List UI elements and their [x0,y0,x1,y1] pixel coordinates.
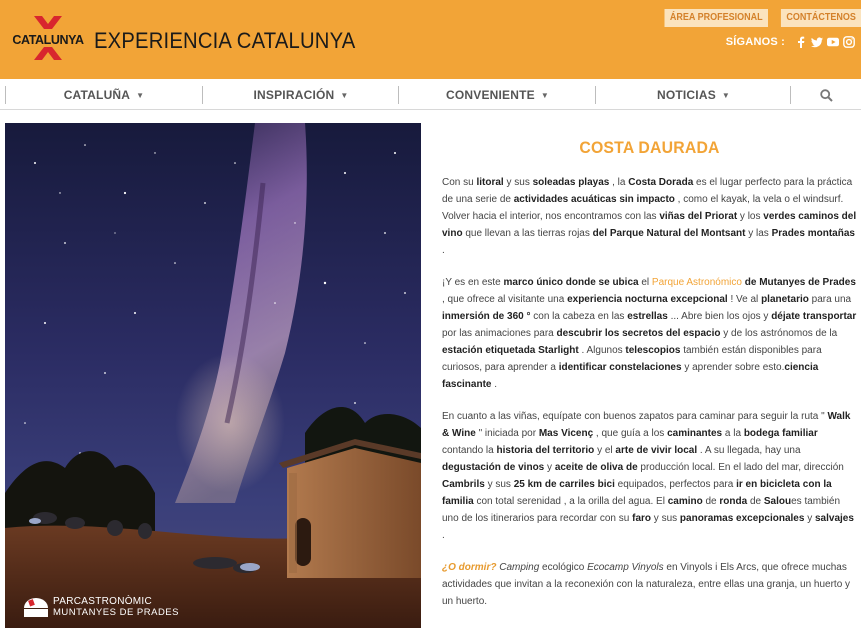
instagram-icon[interactable] [843,36,855,48]
youtube-icon[interactable] [827,36,839,48]
text-run: es el lugar perfecto para la práctica de una serie de [442,177,853,205]
text-run: inmersión de 360 ° [442,311,531,322]
search-icon [820,89,833,102]
facebook-icon[interactable] [795,36,807,48]
text-run: caminantes [667,428,723,439]
article-content [442,138,857,625]
text-run: a la [722,428,744,439]
area-profesional-link[interactable]: ÁREA PROFESIONAL [664,9,767,27]
follow-label: SÍGANOS : [725,36,785,48]
text-run: , como el kayak, la vela o el windsurf. Volver hacia el interior, nos encontramos con las [442,194,844,222]
text-run: . [491,379,498,390]
main-nav [0,83,861,110]
text-run: . [442,245,445,256]
text-run: y sus [503,177,533,188]
text-run: y las [745,228,772,239]
text-run: por las animaciones para [442,328,557,339]
text-run: salvajes [815,513,854,524]
milky-way-photo [5,123,421,628]
text-run: , que ofrece al visitante una [442,294,568,305]
article-heading: COSTA DAURADA [579,138,720,157]
nav-item-label: INSPIRACIÓN [253,88,335,102]
text-run: ! Ve al [727,294,762,305]
text-run: degustación de vinos [442,462,545,473]
text-run: panoramas excepcionales [679,513,805,524]
site-title[interactable]: EXPERIENCIA CATALUNYA [94,28,356,53]
text-run: verdes caminos del vino [442,211,857,239]
parc-astronomic-watermark [23,596,179,618]
contact-link[interactable]: CONTÁCTENOS [781,9,861,27]
text-run: es también uno de los itinerarios para recordar con su [442,496,841,524]
text-run: actividades acuáticas sin impacto [513,194,675,205]
text-run: Salou [763,496,792,507]
paragraph-wine [442,408,857,544]
catalunya-logo[interactable] [12,16,84,60]
site-header [0,0,861,79]
text-run: camino [667,496,703,507]
text-run: y sus [484,479,514,490]
top-links [649,9,861,27]
text-run: bodega familiar [743,428,818,439]
text-run: . Algunos [578,345,626,356]
caret-down-icon: ▼ [721,91,731,100]
text-run: Prades montañas [771,228,855,239]
social-bar [726,36,855,48]
nav-item-label: NOTICIAS [656,88,716,102]
text-run: ciencia fascinante [442,362,819,390]
search-button[interactable] [790,86,861,104]
text-run: y aprender sobre esto. [681,362,785,373]
text-run: equipados, perfectos para [614,479,737,490]
twitter-icon[interactable] [811,36,823,48]
badge-text-muntanyes: MUNTANYES DE PRADES [53,607,179,618]
night-sky-image [5,123,421,628]
text-run: y los [737,211,764,222]
caret-down-icon: ▼ [540,91,549,100]
nav-item-noticias[interactable] [595,86,791,104]
text-run: y de los astrónomos de la [720,328,838,339]
text-run: también están disponibles para curiosos, para aprender a [442,345,822,373]
nav-item-label: CONVENIENTE [445,88,535,102]
observatory-logo-icon [23,596,49,618]
text-run: del Parque Natural del Montsant [592,228,746,239]
parque-astronomico-link[interactable]: Parque Astronómico [651,277,742,288]
text-run: el [638,277,652,288]
text-run: telescopios [625,345,681,356]
text-run: Ecocamp Vinyols [587,562,664,573]
text-run: . A su llegada, hay una [697,445,801,456]
text-run: Camping [499,562,540,573]
text-run: , que guía a los [593,428,668,439]
paragraph-sleep [442,559,857,610]
text-run: con la cabeza en las [530,311,628,322]
text-run: estrellas [627,311,668,322]
nav-item-inspiracion[interactable] [202,86,399,104]
text-run: experiencia nocturna excepcional [567,294,728,305]
text-run: soleadas playas [532,177,610,188]
text-run: y el [594,445,616,456]
text-run: de [702,496,720,507]
text-run: ¿O dormir? [442,562,497,573]
text-run: marco único donde se ubica [503,277,639,288]
nav-item-cataluna[interactable] [5,86,202,104]
text-run: para una [808,294,852,305]
logo-text: CATALUNYA [12,33,84,47]
text-run: litoral [476,177,504,188]
text-run: , la [609,177,629,188]
text-run: historia del territorio [496,445,595,456]
caret-down-icon: ▼ [136,91,145,100]
text-run: planetario [761,294,809,305]
text-run: . [442,530,445,541]
text-run: ecológico [539,562,588,573]
text-run: Mas Vicenç [538,428,594,439]
nav-item-conveniente[interactable] [398,86,596,104]
text-run: arte de vivir local [615,445,698,456]
paragraph-coast [442,174,857,259]
text-run: descubrir los secretos del espacio [556,328,721,339]
text-run: viñas del Priorat [659,211,738,222]
text-run: de Mutanyes de Prades [741,277,856,288]
text-run: ¡Y es en este [442,277,504,288]
text-run: Cambrils [442,479,485,490]
text-run: en Vinyols i Els Arcs, que ofrece muchas actividades que invitan a la reconexión con la naturaleza, entre ellas una granja, un huerto y un huerto. [442,562,851,607]
text-run: aceite de oliva de [554,462,638,473]
caret-down-icon: ▼ [340,91,349,100]
text-run: " iniciada por [475,428,539,439]
text-run: de [747,496,764,507]
text-run: 25 km de carriles bici [513,479,615,490]
text-run: y sus [651,513,680,524]
text-run: que llevan a las tierras rojas [462,228,593,239]
text-run: y [804,513,815,524]
text-run: Walk & Wine [442,411,851,439]
text-run: producción local. En el lado del mar, dirección [637,462,844,473]
text-run: ir en bicicleta con la familia [442,479,832,507]
text-run: estación etiquetada Starlight [442,345,579,356]
badge-text-astronomic: ASTRONÒMIC [81,596,153,607]
text-run: ... Abre bien los ojos y [667,311,772,322]
text-run: En cuanto a las viñas, equípate con buenos zapatos para caminar para seguir la ruta " [442,411,828,422]
text-run: déjate transportar [771,311,857,322]
badge-text-parc: PARC [53,596,82,607]
text-run: contando la [442,445,497,456]
text-run: identificar constelaciones [558,362,682,373]
nav-item-label: CATALUÑA [63,88,131,102]
text-run: Con su [442,177,477,188]
paragraph-astronomy [442,274,857,393]
text-run: y [544,462,555,473]
text-run: con total serenidad , a la orilla del agua. El [473,496,668,507]
text-run: Costa Dorada [628,177,694,188]
text-run: faro [632,513,652,524]
text-run: ronda [719,496,748,507]
